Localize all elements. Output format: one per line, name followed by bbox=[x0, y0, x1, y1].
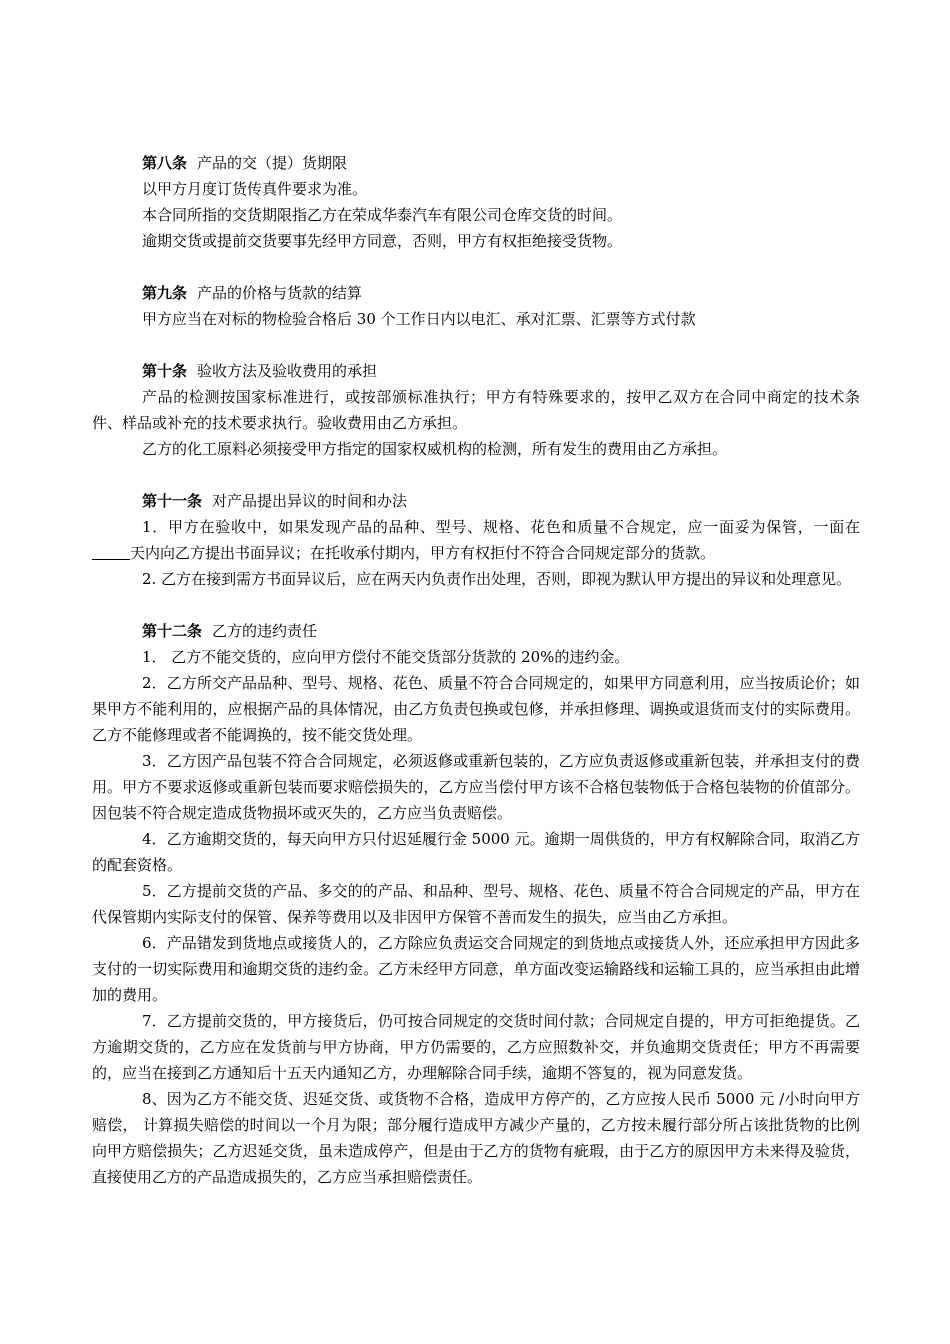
article-11-heading bbox=[92, 488, 860, 514]
article-8-title: 产品的交（提）货期限 bbox=[197, 154, 348, 172]
article-11-para-2: 2. 乙方在接到需方书面异议后，应在两天内负责作出处理，否则，即视为默认甲方提出的异议和处理意见。 bbox=[142, 570, 852, 588]
article-11-para-1-part-a: 1．甲方在验收中，如果发现产品的品种、型号、规格、花色和质量不合规定，应一面妥为保管，一面在 bbox=[142, 518, 860, 536]
article-12-para-5: 5．乙方提前交货的产品、多交的的产品、和品种、型号、规格、花色、质量不符合合同规定的产品，甲方在代保管期内实际支付的保管、保养等费用以及非因甲方保管不善而发生的损失，应当由乙方承担。 bbox=[92, 882, 860, 926]
contract-page bbox=[92, 150, 860, 1216]
article-8-heading bbox=[92, 150, 860, 176]
days-blank-field bbox=[92, 543, 130, 560]
article-12-para-1: 1． 乙方不能交货的，应向甲方偿付不能交货部分货款的 20%的违约金。 bbox=[142, 648, 630, 666]
article-12-number: 第十二条 bbox=[142, 622, 203, 640]
article-12-para-6: 6．产品错发到货地点或接货人的，乙方除应负责运交合同规定的到货地点或接货人外，还应承担甲方因此多支付的一切实际费用和逾期交货的违约金。乙方未经甲方同意，单方面改变运输路线和运输工具的，应当承担由此增加的费用。 bbox=[92, 934, 860, 1004]
article-12-title: 乙方的违约责任 bbox=[212, 622, 318, 640]
article-8-number: 第八条 bbox=[142, 154, 188, 172]
article-9 bbox=[92, 280, 860, 332]
article-11-para-1-part-b: 天内向乙方提出书面异议；在托收承付期内，甲方有权拒付不符合合同规定部分的货款。 bbox=[130, 544, 716, 562]
article-9-number: 第九条 bbox=[142, 284, 188, 302]
article-12-para-2: 2．乙方所交产品品种、型号、规格、花色、质量不符合合同规定的，如果甲方同意利用，应当按质论价；如果甲方不能利用的，应根据产品的具体情况，由乙方负责包换或包修，并承担修理、调换或退货而支付的实际费用。乙方不能修理或者不能调换的，按不能交货处理。 bbox=[92, 674, 860, 744]
article-10 bbox=[92, 358, 860, 462]
article-12-para-3: 3．乙方因产品包装不符合合同规定，必须返修或重新包装的，乙方应负责返修或重新包装，并承担支付的费用。甲方不要求返修或重新包装而要求赔偿损失的，乙方应当偿付甲方该不合格包装物低于合格包装物的价值部分。因包装不符合规定造成货物损坏或灭失的，乙方应当负责赔偿。 bbox=[92, 752, 860, 822]
article-9-para-1: 甲方应当在对标的物检验合格后 30 个工作日内以电汇、承对汇票、汇票等方式付款 bbox=[142, 310, 696, 328]
article-10-number: 第十条 bbox=[142, 362, 188, 380]
article-9-title: 产品的价格与货款的结算 bbox=[197, 284, 363, 302]
article-12 bbox=[92, 618, 860, 1190]
article-8-para-2: 本合同所指的交货期限指乙方在荣成华泰汽车有限公司仓库交货的时间。 bbox=[142, 206, 623, 224]
article-8-para-3: 逾期交货或提前交货要事先经甲方同意，否则，甲方有权拒绝接受货物。 bbox=[142, 232, 623, 250]
article-9-heading bbox=[92, 280, 860, 306]
article-11-para-1 bbox=[92, 514, 860, 566]
article-8 bbox=[92, 150, 860, 254]
article-8-para-1: 以甲方月度订货传真件要求为准。 bbox=[142, 180, 368, 198]
article-10-title: 验收方法及验收费用的承担 bbox=[197, 362, 378, 380]
article-12-para-4: 4．乙方逾期交货的，每天向甲方只付迟延履行金 5000 元。逾期一周供货的，甲方有权解除合同，取消乙方的配套资格。 bbox=[92, 830, 860, 874]
article-12-para-8: 8、因为乙方不能交货、迟延交货、或货物不合格，造成甲方停产的，乙方应按人民币 5000 元 /小时向甲方赔偿， 计算损失赔偿的时间以一个月为限；部分履行造成甲方减少产量的，乙方按未履行部分所占该批货物的比例向甲方赔偿损失；乙方迟延交货，虽未造成停产，但是由于乙方的货物有疵瑕，由于乙方的原因甲方未来得及验货，直接使用乙方的产品造成损失的，乙方应当承担赔偿责任。 bbox=[92, 1090, 860, 1186]
article-12-para-7: 7．乙方提前交货的，甲方接货后，仍可按合同规定的交货时间付款；合同规定自提的，甲方可拒绝提货。乙方逾期交货的，乙方应在发货前与甲方协商，甲方仍需要的，乙方应照数补交，并负逾期交货责任；甲方不再需要的，应当在接到乙方通知后十五天内通知乙方，办理解除合同手续，逾期不答复的，视为同意发货。 bbox=[92, 1012, 860, 1082]
article-11-number: 第十一条 bbox=[142, 492, 203, 510]
article-11-title: 对产品提出异议的时间和办法 bbox=[212, 492, 408, 510]
article-10-para-1: 产品的检测按国家标准进行，或按部颁标准执行；甲方有特殊要求的，按甲乙双方在合同中商定的技术条件、样品或补充的技术要求执行。验收费用由乙方承担。 bbox=[92, 388, 860, 432]
article-12-heading bbox=[92, 618, 860, 644]
article-10-heading bbox=[92, 358, 860, 384]
article-11 bbox=[92, 488, 860, 592]
article-10-para-2: 乙方的化工原料必须接受甲方指定的国家权威机构的检测，所有发生的费用由乙方承担。 bbox=[142, 440, 728, 458]
